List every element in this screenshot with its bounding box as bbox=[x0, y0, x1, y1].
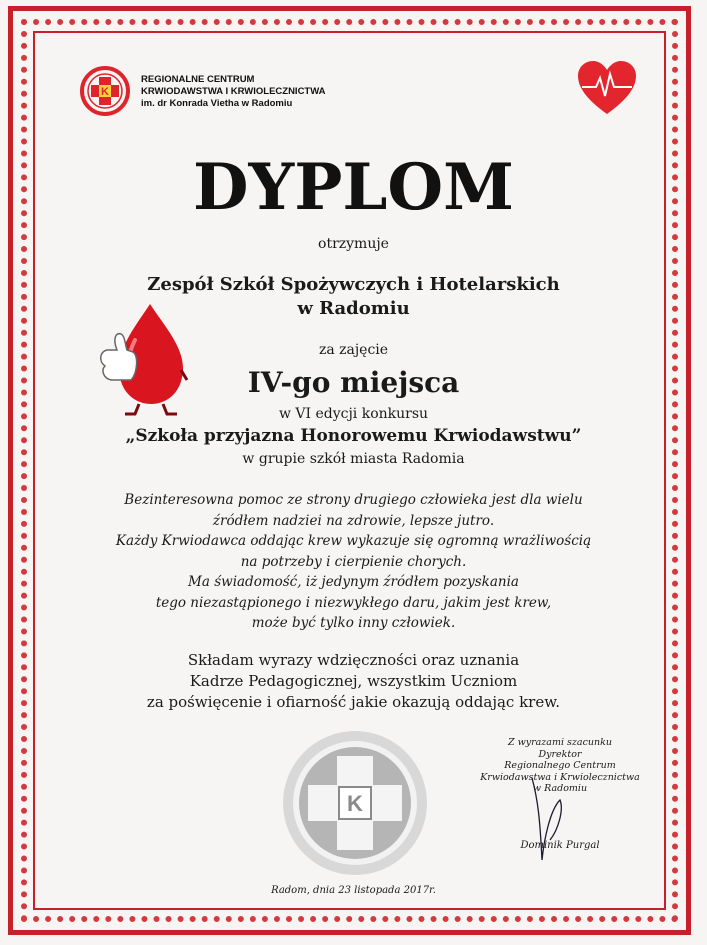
contest-edition: w VI edycji konkursu bbox=[278, 406, 429, 422]
quote-line: Każdy Krwiodawca oddając krew wykazuje się ogromną wrażliwością bbox=[115, 533, 592, 549]
rckik-logo-icon bbox=[80, 66, 130, 116]
diploma-title: DYPLOM bbox=[193, 150, 514, 225]
heart-pulse-icon bbox=[576, 59, 638, 117]
signature-line: w Radomiu bbox=[532, 783, 588, 794]
award-place: IV-go miejsca bbox=[247, 366, 460, 399]
signature-line: Z wyrazami szacunku bbox=[507, 737, 613, 748]
logo-letter: K bbox=[101, 86, 109, 98]
signature-line: Krwiodawstwa i Krwiolecznictwa bbox=[480, 771, 640, 783]
recipient-line: w Radomiu bbox=[297, 298, 410, 319]
watermark-stamp-icon bbox=[280, 728, 430, 878]
quote-line: może być tylko inny człowiek. bbox=[251, 615, 456, 631]
receives-text: otrzymuje bbox=[318, 236, 389, 252]
contest-name: „Szkoła przyjazna Honorowemu Krwiodawstwu” bbox=[125, 426, 582, 446]
signature-line: Regionalnego Centrum bbox=[504, 760, 616, 771]
for-text: za zajęcie bbox=[318, 342, 389, 358]
organization-name bbox=[141, 74, 326, 110]
quote-line: tego niezastąpionego i niezwykłego daru, jakim jest krew, bbox=[155, 594, 552, 611]
quote-line: Ma świadomość, iż jedynym źródłem pozyskania bbox=[188, 574, 519, 590]
issue-date: Radom, dnia 23 listopada 2017r. bbox=[271, 885, 436, 896]
handwritten-signature-icon bbox=[520, 770, 580, 870]
quote-line: źródłem nadziei na zdrowie, lepsze jutro. bbox=[212, 512, 495, 529]
thanks-paragraph bbox=[60, 650, 647, 713]
thanks-line: Składam wyrazy wdzięczności oraz uznania bbox=[187, 651, 520, 669]
org-line: im. dr Konrada Vietha w Radomiu bbox=[141, 98, 293, 109]
signature-line: Dyrektor bbox=[538, 748, 582, 760]
signer-name: Dominik Purgal bbox=[520, 840, 600, 851]
contest-group: w grupie szkół miasta Radomia bbox=[242, 451, 465, 467]
stamp-letter: K bbox=[347, 791, 363, 816]
thanks-line: za poświęcenie i ofiarność jakie okazują oddając krew. bbox=[146, 693, 561, 711]
recipient-line: Zespół Szkół Spożywczych i Hotelarskich bbox=[147, 274, 560, 295]
quote-line: Bezinteresowna pomoc ze strony drugiego człowieka jest dla wielu bbox=[124, 492, 583, 508]
thanks-line: Kadrze Pedagogicznej, wszystkim Uczniom bbox=[189, 672, 518, 690]
quote-paragraph bbox=[60, 490, 647, 634]
blood-drop-mascot-icon bbox=[95, 300, 190, 418]
org-line: KRWIODAWSTWA I KRWIOLECZNICTWA bbox=[141, 86, 326, 97]
org-line: REGIONALNE CENTRUM bbox=[141, 74, 255, 85]
quote-line: na potrzeby i cierpienie chorych. bbox=[240, 553, 467, 570]
